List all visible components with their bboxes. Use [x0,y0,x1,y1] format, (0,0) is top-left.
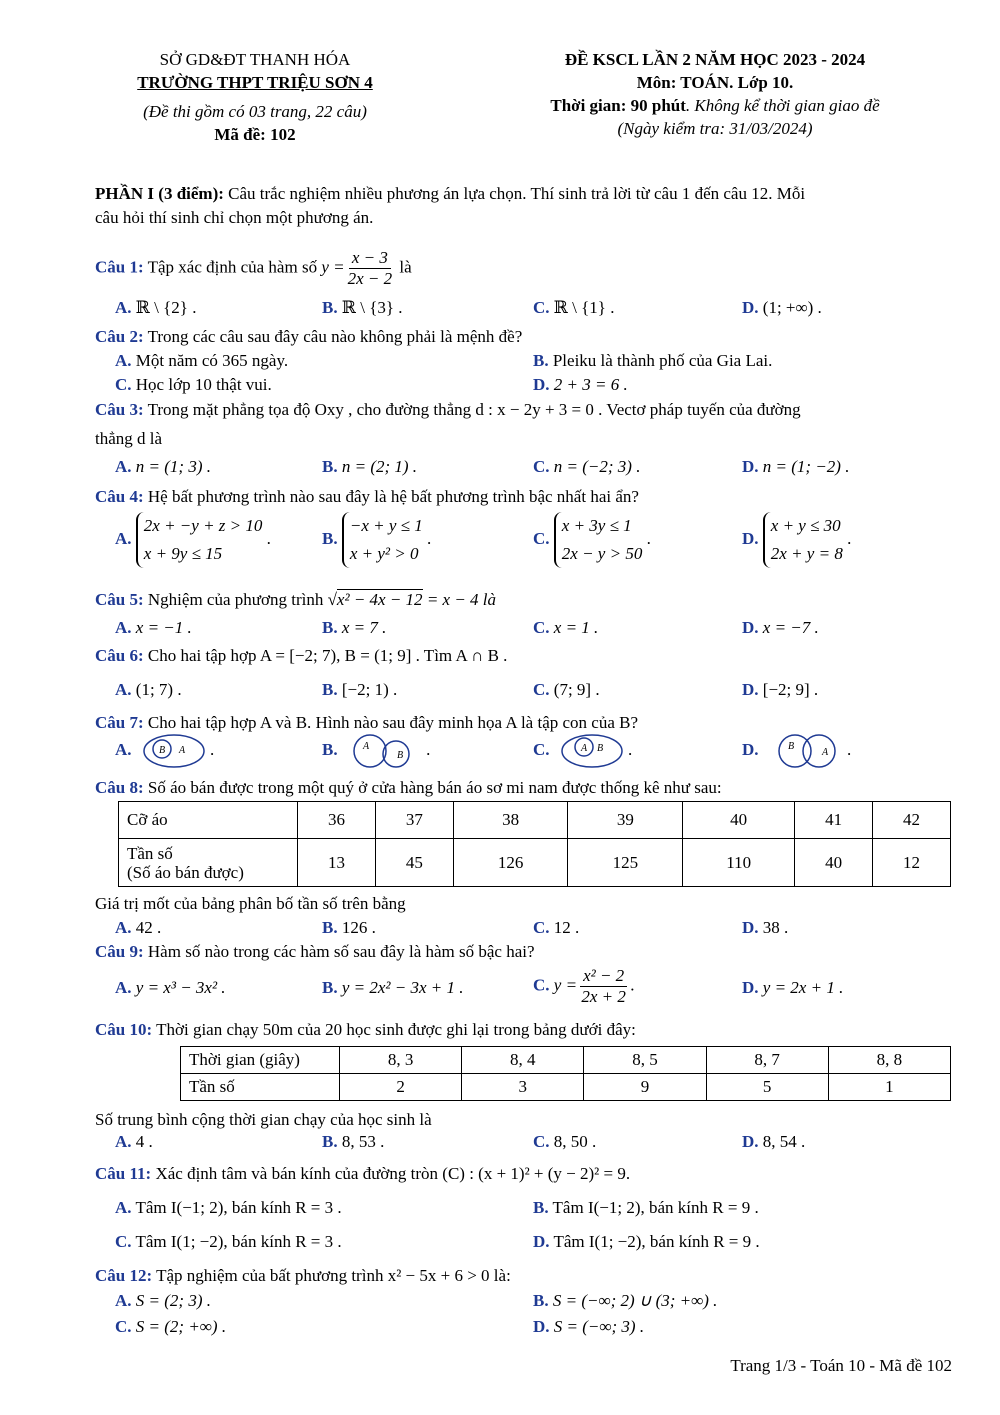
exam-title: ĐỀ KSCL LẦN 2 NĂM HỌC 2023 - 2024 [564,50,866,69]
q4-option-b[interactable]: B. −x + y ≤ 1 x + y² > 0 . [322,512,431,568]
letter: C. [533,975,550,995]
q1-option-d[interactable] [742,296,822,320]
letter: D. [742,618,759,637]
q9-option-a[interactable] [115,976,226,1000]
option-text: Tâm I(1; −2), bán kính R = 3 . [135,1232,342,1251]
question-2 [95,325,952,349]
question-7 [95,711,952,735]
q10-label: Câu 10: [95,1020,153,1039]
q11-option-d[interactable] [533,1230,760,1254]
option-text: 4 . [135,1132,153,1151]
q1-text: Tập xác định của hàm số [143,257,322,277]
letter: B. [322,618,338,637]
option-text: y = 2x² − 3x + 1 . [341,978,464,997]
q4-text: Hệ bất phương trình nào sau đây là hệ bất phương trình bậc nhất hai ẩn? [143,487,639,506]
q2-option-a[interactable] [115,349,288,373]
page-footer: Trang 1/3 - Toán 10 - Mã đề 102 [730,1356,952,1375]
q5-rhs: = x − 4 là [422,590,497,609]
inequality: x + y ≤ 30 [770,516,841,535]
q3-option-b[interactable] [322,455,417,479]
letter: A. [115,528,132,548]
letter: C. [115,1232,132,1251]
venn-diagram-icon [554,733,624,769]
option-text: Pleiku là thành phố của Gia Lai. [552,351,773,370]
q7-text: Cho hai tập hợp A và B. Hình nào sau đây minh họa A là tập con của B? [143,713,639,732]
letter: B. [533,351,549,370]
q8-table [118,801,951,887]
inequality: 2x + −y + z > 10 [143,516,263,535]
q10-table [180,1046,951,1101]
q4-option-a[interactable]: A. 2x + −y + z > 10 x + 9y ≤ 15 . [115,512,271,568]
question-1: Câu 1: Tập xác định của hàm số y = $\frac{x - 3}{2x - 2}$ là [95,248,412,288]
q8-text: Số áo bán được trong một quý ở cửa hàng bán áo sơ mi nam được thống kê như sau: [143,778,722,797]
letter: A. [115,918,132,937]
letter: D. [742,978,759,997]
letter: D. [533,1232,550,1251]
q2-label: Câu 2: [95,327,144,346]
table-cell: 36 [298,802,376,839]
q5-option-d[interactable] [742,616,819,640]
q11-option-c[interactable] [115,1230,342,1254]
letter: C. [533,739,550,759]
option-text: [−2; 1) . [341,680,398,699]
question-9 [95,940,952,964]
letter: B. [322,298,338,317]
letter: B. [322,739,338,759]
letter: A. [115,298,132,317]
part1-intro [95,182,952,206]
row-header [119,839,298,887]
table-cell: 2 [340,1074,462,1101]
question-3 [95,398,952,422]
venn-set-b [779,735,811,767]
q10-option-c[interactable] [533,1130,596,1154]
letter: D. [533,375,550,394]
q3-option-d[interactable] [742,455,849,479]
q4-label: Câu 4: [95,487,144,506]
option-text: Một năm có 365 ngày. [135,351,289,370]
option-text: n = (1; −2) . [762,457,850,476]
q11-text: Xác định tâm và bán kính của đường tròn (C) : (x + 1)² + (y − 2)² = 9. [151,1164,631,1183]
q8-option-a[interactable] [115,916,161,940]
exam-pages-note: (Đề thi gồm có 03 trang, 22 câu) [143,102,367,121]
option-text: 2 + 3 = 6 . [553,375,628,394]
q12-option-d[interactable] [533,1315,644,1339]
inequality: x + y² > 0 [349,544,419,563]
table-row [181,1047,951,1074]
letter: A. [115,1198,132,1217]
q6-option-d[interactable] [742,678,818,702]
q2-option-c[interactable] [115,373,272,397]
table-cell: 8, 7 [706,1047,828,1074]
table-cell: 110 [683,839,795,887]
option-text: y = x³ − 3x² . [135,978,226,997]
q8-after: Giá trị mốt của bảng phân bố tần số trên bằng [95,894,406,913]
letter: B. [322,528,338,548]
letter: A. [115,1132,132,1151]
venn-diagram-icon [342,733,422,769]
letter: C. [115,375,132,394]
q1-option-b[interactable] [322,296,403,320]
system-of-inequalities [342,512,423,568]
q6-text: Cho hai tập hợp A = [−2; 7), B = (1; 9] . Tìm A ∩ B . [143,646,508,665]
option-text: x = −1 . [135,618,192,637]
table-cell: 8, 4 [462,1047,584,1074]
table-cell: 45 [375,839,453,887]
letter: D. [742,739,759,759]
letter: A. [115,978,132,997]
letter: A. [115,457,132,476]
table-cell: 8, 8 [828,1047,950,1074]
q8-label: Câu 8: [95,778,144,797]
letter: D. [533,1317,550,1336]
letter: C. [533,1132,550,1151]
question-8 [95,776,952,800]
table-cell: 40 [795,839,873,887]
option-text: ℝ \ {2} . [135,298,197,317]
letter: D. [742,1132,759,1151]
letter: A. [115,1291,132,1310]
option-text: S = (−∞; 2) ∪ (3; +∞) . [552,1291,718,1310]
table-cell: 42 [873,802,951,839]
option-text: y = 2x + 1 . [762,978,844,997]
q10-after: Số trung bình cộng thời gian chạy của học sinh là [95,1110,432,1129]
q1-den: 2x − 2 [347,269,393,288]
letter: A. [115,351,132,370]
q9-option-d[interactable] [742,976,843,1000]
letter: B. [533,1291,549,1310]
venn-diagram-icon [136,733,206,769]
venn-set-a [803,735,835,767]
option-text: Học lớp 10 thật vui. [135,375,272,394]
q4-option-d[interactable]: D. x + y ≤ 30 2x + y = 8 . [742,512,851,568]
q2-text: Trong các câu sau đây câu nào không phải là mệnh đề? [143,327,523,346]
question-12 [95,1264,952,1288]
inequality: x + 3y ≤ 1 [561,516,632,535]
part1-desc2: câu hỏi thí sinh chỉ chọn một phương án. [95,208,374,227]
option-text: n = (2; 1) . [341,457,418,476]
q1-tail: là [395,257,412,277]
table-cell: 5 [706,1074,828,1101]
q3-label: Câu 3: [95,400,144,419]
q8-option-d[interactable] [742,916,788,940]
option-text: 8, 53 . [341,1132,385,1151]
q7-option-b[interactable]: B. A B . [322,733,430,769]
letter: C. [533,528,550,548]
q11-option-a[interactable] [115,1196,342,1220]
q12-text: Tập nghiệm của bất phương trình x² − 5x + 6 > 0 là: [152,1266,511,1285]
table-cell: 13 [298,839,376,887]
option-text: (1; 7) . [135,680,182,699]
letter: B. [322,918,338,937]
header-right [480,48,950,140]
table-cell: 8, 5 [584,1047,706,1074]
q10-option-a[interactable] [115,1130,153,1154]
table-row [181,1074,951,1101]
exam-date: (Ngày kiểm tra: 31/03/2024) [617,119,813,138]
q12-option-c[interactable] [115,1315,226,1339]
table-row [119,802,951,839]
option-text: n = (−2; 3) . [553,457,641,476]
letter: B. [322,680,338,699]
q9-label: Câu 9: [95,942,144,961]
letter: D. [742,918,759,937]
option-text: 38 . [762,918,789,937]
table-cell: 37 [375,802,453,839]
department: SỞ GD&ĐT THANH HÓA [159,50,351,69]
q3-text-2: thẳng d là [95,429,163,448]
q7-label: Câu 7: [95,713,144,732]
inequality: 2x + y = 8 [770,544,843,563]
question-11 [95,1162,952,1186]
row-header-line: Tần số [127,843,173,863]
letter: C. [533,298,550,317]
q10-text: Thời gian chạy 50m của 20 học sinh được ghi lại trong bảng dưới đây: [152,1020,636,1039]
q1-option-a[interactable] [115,296,196,320]
q4-option-c[interactable]: C. x + 3y ≤ 1 2x − y > 50 . [533,512,651,568]
q3-option-c[interactable] [533,455,640,479]
question-4 [95,485,952,509]
letter: D. [742,528,759,548]
option-text: S = (−∞; 3) . [553,1317,645,1336]
table-cell: 1 [828,1074,950,1101]
inequality: x + 9y ≤ 15 [143,544,223,563]
row-header: Cỡ áo [119,802,298,839]
row-header: Thời gian (giây) [181,1047,340,1074]
part1-title: PHẦN I (3 điểm): [95,184,224,203]
option-text: 8, 50 . [553,1132,597,1151]
header-left [100,48,410,146]
venn-set-a [354,735,386,767]
inequality: −x + y ≤ 1 [349,516,423,535]
table-cell: 38 [453,802,568,839]
q1-label: Câu 1: [95,257,144,277]
q9-option-c[interactable]: C. y = $\frac{\text{x² − 2}}{2x + 2}$ . [533,966,635,1006]
system-of-inequalities [136,512,263,568]
venn-label: A [362,741,369,752]
letter: B. [533,1198,549,1217]
q1-num: x − 3 [349,248,391,269]
q9-option-b[interactable] [322,976,464,1000]
q3-text: Trong mặt phẳng tọa độ Oxy , cho đường thẳng d : x − 2y + 3 = 0 . Vectơ pháp tuyến của đường [143,400,801,419]
q8-option-b[interactable] [322,916,376,940]
q6-option-a[interactable] [115,678,182,702]
option-text: 42 . [135,918,162,937]
letter: A. [115,618,132,637]
subject: Môn: TOÁN. Lớp 10. [636,73,794,92]
letter: C. [533,918,550,937]
option-text: 12 . [553,918,580,937]
school-name: TRƯỜNG THPT TRIỆU SƠN 4 [137,73,373,92]
table-cell: 126 [453,839,568,887]
q10-option-b[interactable] [322,1130,384,1154]
table-cell: 41 [795,802,873,839]
q5-option-c[interactable] [533,616,598,640]
q5-equation: √x² − 4x − 12 = x − 4 là [327,590,497,609]
letter: D. [742,457,759,476]
q12-label: Câu 12: [95,1266,153,1285]
exam-code: Mã đề: 102 [214,125,296,144]
q7-option-a[interactable]: A. B A . [115,733,214,769]
venn-label: B [158,745,165,756]
letter: A. [115,739,132,759]
table-cell: 125 [568,839,683,887]
q12-option-b[interactable] [533,1289,717,1313]
letter: B. [322,1132,338,1151]
q8-option-c[interactable] [533,916,579,940]
question-10 [95,1018,952,1042]
letter: A. [115,680,132,699]
time-line [480,94,950,117]
letter: B. [322,457,338,476]
q3-option-a[interactable] [115,455,211,479]
q6-option-c[interactable] [533,678,600,702]
option-text: (1; +∞) . [762,298,822,317]
option-text: Tâm I(−1; 2), bán kính R = 3 . [135,1198,342,1217]
venn-label: A [178,745,185,756]
row-header-line: (Số áo bán được) [127,862,244,882]
option-text: x = −7 . [762,618,819,637]
q5-radicand: x² − 4x − 12 [336,590,423,609]
inequality: 2x − y > 50 [561,544,643,563]
letter: B. [322,978,338,997]
q11-option-b[interactable] [533,1196,759,1220]
table-cell: 3 [462,1074,584,1101]
q9-fraction [580,966,627,1007]
option-text: ℝ \ {1} . [553,298,615,317]
venn-label: A [580,743,587,754]
venn-diagram-icon [763,733,843,769]
letter: C. [533,618,550,637]
option-text: 126 . [341,918,376,937]
table-cell: 12 [873,839,951,887]
venn-label: B [596,743,603,754]
letter: D. [742,298,759,317]
time-limit: Thời gian: 90 phút [550,96,686,115]
time-note: . Không kể thời gian giao đề [685,96,880,115]
option-text: [−2; 9] . [762,680,819,699]
q6-label: Câu 6: [95,646,144,665]
q1-fraction [348,248,393,289]
table-cell: 9 [584,1074,706,1101]
option-text: S = (2; +∞) . [135,1317,227,1336]
q9-text: Hàm số nào trong các hàm số sau đây là hàm số bậc hai? [143,942,535,961]
q6-option-b[interactable] [322,678,397,702]
letter: C. [115,1317,132,1336]
table-cell: 40 [683,802,795,839]
q2-option-d[interactable] [533,373,628,397]
letter: C. [533,680,550,699]
q7-option-c[interactable]: C. A B . [533,733,632,769]
q12-option-a[interactable] [115,1289,211,1313]
part1-desc: Câu trắc nghiệm nhiều phương án lựa chọn. Thí sinh trả lời từ câu 1 đến câu 12. Mỗi [223,184,806,203]
system-of-inequalities [554,512,643,568]
q1-option-c[interactable] [533,296,614,320]
option-text: S = (2; 3) . [135,1291,211,1310]
q5-label: Câu 5: [95,590,144,609]
venn-label: B [787,741,794,752]
option-text: (7; 9] . [553,680,600,699]
venn-label: A [821,747,828,758]
table-row [119,839,951,887]
q11-label: Câu 11: [95,1164,152,1183]
option-text: Tâm I(1; −2), bán kính R = 9 . [553,1232,760,1251]
q7-option-d[interactable]: D. B A . [742,733,851,769]
q5-text: Nghiệm của phương trình [143,590,328,609]
q2-option-b[interactable] [533,349,772,373]
fraction-den: 2x + 2 [581,987,626,1006]
option-text: x = 7 . [341,618,387,637]
question-6 [95,644,952,668]
option-text: 8, 54 . [762,1132,806,1151]
q5-option-a[interactable] [115,616,192,640]
table-cell: 8, 3 [340,1047,462,1074]
option-text: Tâm I(−1; 2), bán kính R = 9 . [552,1198,759,1217]
system-of-inequalities [763,512,843,568]
q5-option-b[interactable] [322,616,386,640]
option-text: x = 1 . [553,618,599,637]
option-text: n = (1; 3) . [135,457,211,476]
option-text: ℝ \ {3} . [341,298,403,317]
letter: C. [533,457,550,476]
fraction-num: x² − 2 [580,966,627,987]
letter: D. [742,680,759,699]
row-header: Tần số [181,1074,340,1101]
table-cell: 39 [568,802,683,839]
question-5 [95,588,952,612]
q10-option-d[interactable] [742,1130,805,1154]
venn-label: B [396,750,403,761]
